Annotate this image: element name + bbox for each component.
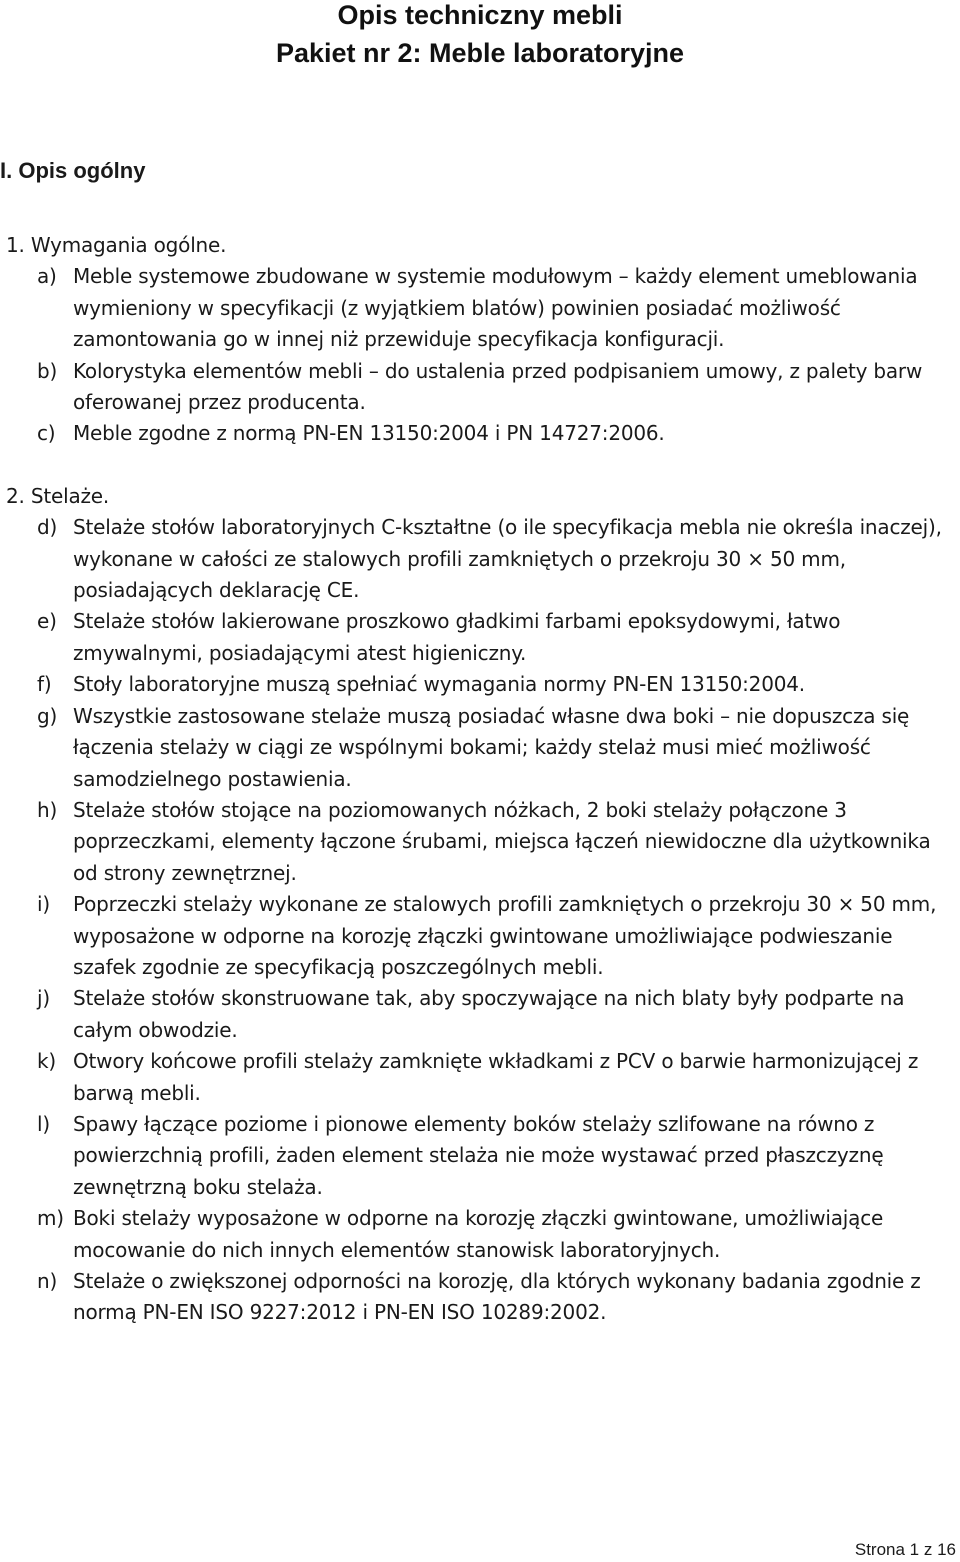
page-number: Strona 1 z 16 bbox=[854, 1540, 956, 1559]
document-body bbox=[0, 230, 960, 1329]
list-item-text: Stoły laboratoryjne muszą spełniać wymagania normy PN-EN 13150:2004. bbox=[73, 672, 805, 697]
list-item-text: Meble systemowe zbudowane w systemie modułowym – każdy element umeblowania wymieniony w specyfikacji (z wyjątkiem blatów) powinien posiadać możliwość zamontowania go w innej niż przewiduje specyfikacja konfiguracji. bbox=[73, 264, 918, 352]
spacer bbox=[0, 450, 960, 481]
list-item-text: Stelaże stołów stojące na poziomowanych nóżkach, 2 boki stelaży połączone 3 poprzeczkami, elementy łączone śrubami, miejsca łączeń niewidoczne dla użytkownika od strony zewnętrznej. bbox=[73, 797, 931, 885]
list-item-text: Spawy łączące poziome i pionowe elementy boków stelaży szlifowane na równo z powierzchnią profili, żaden element stelaża nie może wystawać przed płaszczyznę zewnętrzną boku stelaża. bbox=[73, 1111, 884, 1199]
list-item-letter: g) bbox=[37, 703, 58, 728]
list-item-letter: c) bbox=[37, 421, 56, 446]
list-item-text: Stelaże stołów laboratoryjnych C-kształtne (o ile specyfikacja mebla nie określa inaczej), wykonane w całości ze stalowych profili zamkniętych o przekroju 30 × 50 mm, posiadających deklarację CE. bbox=[73, 515, 942, 603]
list-item-text: Stelaże stołów skonstruowane tak, aby spoczywające na nich blaty były podparte na całym obwodzie. bbox=[73, 986, 905, 1042]
document-title: Opis techniczny mebli bbox=[337, 0, 623, 30]
list-item bbox=[0, 606, 960, 669]
list-item-letter: f) bbox=[37, 672, 52, 697]
list-item bbox=[0, 1266, 960, 1329]
list-item-text: Stelaże stołów lakierowane proszkowo gładkimi farbami epoksydowymi, łatwo zmywalnymi, posiadającymi atest higieniczny. bbox=[73, 609, 841, 665]
document-subtitle: Pakiet nr 2: Meble laboratoryjne bbox=[275, 38, 685, 68]
list-item-text: Stelaże o zwiększonej odporności na korozję, dla których wykonany badania zgodnie z normą PN-EN ISO 9227:2012 i PN-EN ISO 10289:2002. bbox=[73, 1269, 921, 1325]
subsection-heading-general: 1. Wymagania ogólne. bbox=[6, 233, 227, 257]
list-item bbox=[0, 701, 960, 795]
list-item bbox=[0, 1203, 960, 1266]
list-item-text: Otwory końcowe profili stelaży zamknięte wkładkami z PCV o barwie harmonizującej z barwą mebli. bbox=[73, 1049, 919, 1105]
list-item bbox=[0, 669, 960, 700]
list-item-text: Wszystkie zastosowane stelaże muszą posiadać własne dwa boki – nie dopuszcza się łączenia stelaży w ciągi ze wspólnymi bokami; każdy stelaż musi mieć możliwość samodzielnego postawienia. bbox=[73, 703, 910, 791]
list-item-letter: d) bbox=[37, 515, 58, 540]
list-item bbox=[0, 356, 960, 419]
list-item-text: Poprzeczki stelaży wykonane ze stalowych profili zamkniętych o przekroju 30 × 50 mm, wyposażone w odporne na korozję złączki gwintowane umożliwiające podwieszanie szafek zgodnie ze specyfikacją poszczególnych mebli. bbox=[73, 892, 937, 979]
list-item-letter: l) bbox=[37, 1111, 50, 1136]
list-item bbox=[0, 418, 960, 449]
list-item-letter: a) bbox=[37, 264, 57, 289]
list-item-text: Kolorystyka elementów mebli – do ustalenia przed podpisaniem umowy, z palety barw oferowanej przez producenta. bbox=[73, 358, 923, 415]
list-item-text: Meble zgodne z normą PN-EN 13150:2004 i PN 14727:2006. bbox=[73, 421, 665, 446]
list-item bbox=[0, 512, 960, 606]
subsection-heading-frames: 2. Stelaże. bbox=[6, 483, 110, 508]
list-item-letter: j) bbox=[37, 986, 50, 1011]
list-item-letter: b) bbox=[37, 358, 58, 383]
list-item-letter: e) bbox=[37, 609, 57, 634]
list-item-letter: m) bbox=[37, 1206, 64, 1231]
list-item-text: Boki stelaży wyposażone w odporne na korozję złączki gwintowane, umożliwiające mocowanie do nich innych elementów stanowisk laboratoryjnych. bbox=[73, 1206, 884, 1262]
list-item bbox=[0, 889, 960, 983]
list-item bbox=[0, 795, 960, 889]
list-item-letter: h) bbox=[37, 797, 58, 822]
list-item bbox=[0, 1046, 960, 1109]
list-item-letter: n) bbox=[37, 1269, 58, 1293]
list-item bbox=[0, 1109, 960, 1203]
list-item bbox=[0, 261, 960, 355]
list-item-letter: i) bbox=[37, 892, 50, 917]
list-item bbox=[0, 983, 960, 1046]
section-heading: I. Opis ogólny bbox=[0, 158, 146, 183]
list-item-letter: k) bbox=[37, 1049, 56, 1074]
